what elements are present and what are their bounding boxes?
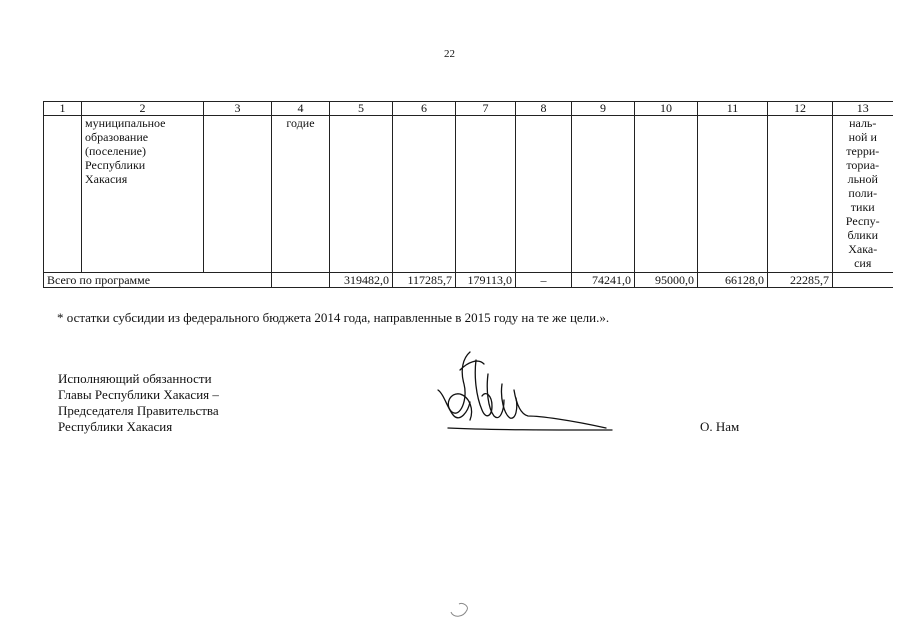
signatory-name: О. Нам (700, 419, 740, 434)
signatory-title-line: Исполняющий обязанности (58, 371, 212, 386)
total-value: 179113,0 (456, 273, 516, 288)
header-cell: 4 (272, 102, 330, 116)
cell-line: ной и (848, 130, 877, 144)
total-value: 95000,0 (635, 273, 698, 288)
header-cell: 5 (330, 102, 393, 116)
signatory-title (58, 371, 219, 435)
cell-line: поли- (848, 186, 878, 200)
cell-line: Республики (85, 158, 146, 172)
municipality-cell (82, 116, 204, 273)
period-cell: годие (272, 116, 330, 273)
header-cell: 7 (456, 102, 516, 116)
table-cell (516, 116, 572, 273)
total-row (44, 273, 893, 288)
table-cell (698, 116, 768, 273)
table-cell (272, 273, 330, 288)
header-cell: 2 (82, 102, 204, 116)
table-cell (572, 116, 635, 273)
header-cell: 11 (698, 102, 768, 116)
table-cell (635, 116, 698, 273)
total-label: Всего по программе (44, 273, 272, 288)
cell-line: образование (85, 130, 149, 144)
header-cell: 10 (635, 102, 698, 116)
table-cell (204, 116, 272, 273)
cell-line: наль- (849, 116, 877, 130)
cell-line: муниципальное (85, 116, 166, 130)
header-cell: 6 (393, 102, 456, 116)
cell-line: терри- (846, 144, 880, 158)
header-cell: 13 (833, 102, 893, 116)
total-value: – (516, 273, 572, 288)
table-cell (768, 116, 833, 273)
table-row (44, 116, 893, 273)
cell-line: льной (847, 172, 878, 186)
scan-mark (447, 598, 473, 620)
total-value: 66128,0 (698, 273, 768, 288)
cell-line: Респу- (845, 214, 880, 228)
total-value: 22285,7 (768, 273, 833, 288)
table-header-row (44, 102, 893, 116)
header-cell: 9 (572, 102, 635, 116)
cell-line: ториа- (846, 158, 880, 172)
executor-cell (833, 116, 893, 273)
header-cell: 1 (44, 102, 82, 116)
cell-line: Хака- (848, 242, 878, 256)
cell-line: блики (847, 228, 878, 242)
page-number: 22 (444, 48, 455, 60)
header-cell: 3 (204, 102, 272, 116)
handwritten-signature (430, 350, 620, 440)
table-cell (833, 273, 893, 288)
header-cell: 8 (516, 102, 572, 116)
signatory-title-line: Главы Республики Хакасия – (58, 387, 219, 402)
cell-line: Хакасия (85, 172, 128, 186)
cell-line: сия (854, 256, 872, 270)
total-value: 74241,0 (572, 273, 635, 288)
header-cell: 12 (768, 102, 833, 116)
signatory-title-line: Республики Хакасия (58, 419, 173, 434)
total-value: 319482,0 (330, 273, 393, 288)
cell-line: тики (850, 200, 875, 214)
table-cell (456, 116, 516, 273)
total-value: 117285,7 (393, 273, 456, 288)
program-table (43, 101, 893, 288)
signatory-title-line: Председателя Правительства (58, 403, 219, 418)
cell-line: (поселение) (85, 144, 146, 158)
table-cell (330, 116, 393, 273)
footnote: * остатки субсидии из федерального бюджета 2014 года, направленные в 2015 году на те же цели.». (57, 310, 610, 325)
table-cell (44, 116, 82, 273)
table-cell (393, 116, 456, 273)
